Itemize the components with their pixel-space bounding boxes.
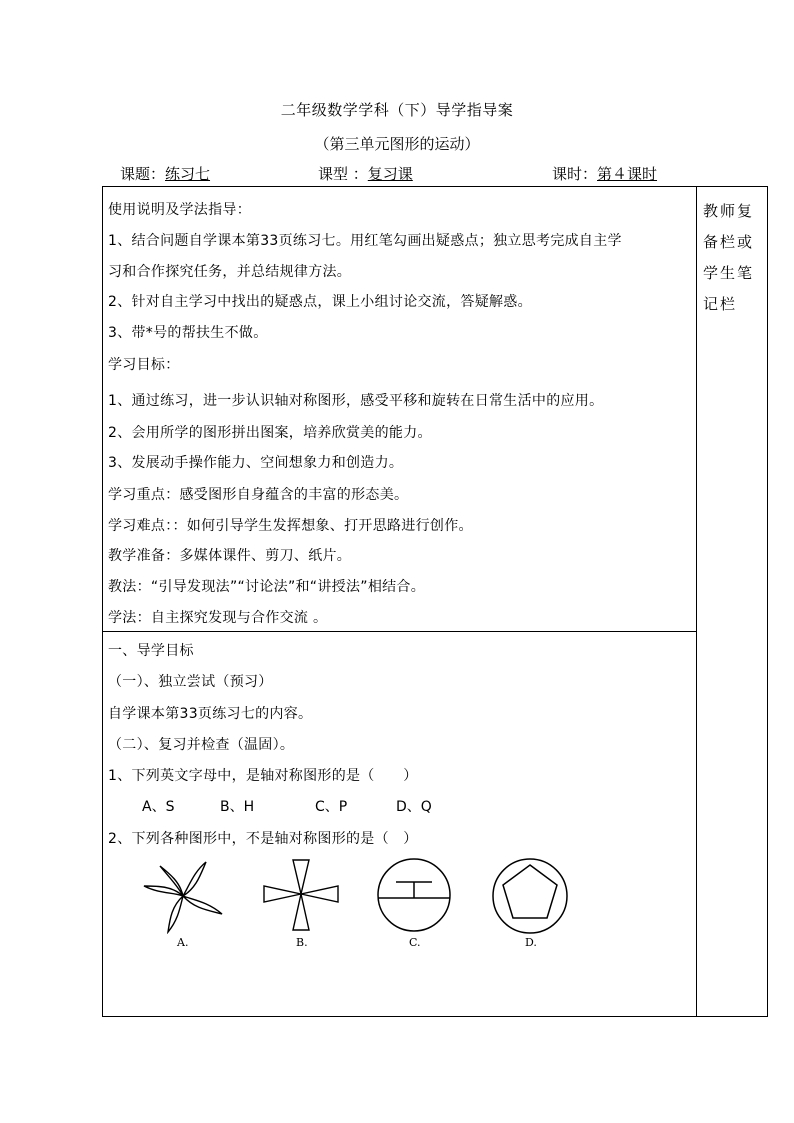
q1-option-d: D、Q bbox=[396, 799, 432, 815]
lesson-info-row bbox=[120, 163, 760, 185]
instruction-item-1b: 习和合作探究任务，并总结规律方法。 bbox=[108, 264, 352, 280]
question-2: 2、下列各种图形中，不是轴对称图形的是（ ） bbox=[108, 831, 418, 847]
circle-pentagon-figure bbox=[490, 856, 570, 936]
cross-triangles-figure bbox=[260, 856, 342, 934]
q1-option-b: B、H bbox=[220, 799, 255, 815]
table-row-divider bbox=[102, 631, 697, 632]
topic-field bbox=[120, 163, 237, 184]
instruction-item-2: 2、针对自主学习中找出的疑惑点，课上小组讨论交流，答疑解惑。 bbox=[108, 294, 532, 310]
key-point: 学习重点：感受图形自身蕴含的丰富的形态美。 bbox=[108, 487, 409, 503]
q1-option-a: A、S bbox=[142, 799, 175, 815]
figure-c-label: C. bbox=[409, 936, 421, 949]
pinwheel-figure bbox=[138, 856, 228, 934]
question-1: 1、下列英文字母中，是轴对称图形的是（ ） bbox=[108, 768, 418, 784]
period-field bbox=[552, 163, 673, 184]
guide-heading: 一、导学目标 bbox=[108, 643, 194, 659]
period-label: 课时： bbox=[552, 165, 598, 183]
instructions-heading: 使用说明及学法指导： bbox=[108, 202, 251, 218]
objective-item-3: 3、发展动手操作能力、空间想象力和创造力。 bbox=[108, 455, 404, 471]
circle-t-figure bbox=[374, 856, 454, 934]
difficulty-point: 学习难点：：如何引导学生发挥想象、打开思路进行创作。 bbox=[108, 518, 473, 534]
instruction-item-3: 3、带*号的帮扶生不做。 bbox=[108, 325, 268, 341]
topic-value: 练习七 bbox=[165, 165, 211, 183]
teaching-preparation: 教学准备：多媒体课件、剪刀、纸片。 bbox=[108, 548, 352, 564]
figure-d-label: D. bbox=[525, 936, 537, 949]
page-subtitle: （第三单元图形的运动） bbox=[314, 135, 480, 153]
page-title: 二年级数学学科（下）导学指导案 bbox=[280, 101, 514, 119]
objectives-heading: 学习目标： bbox=[108, 357, 180, 373]
type-label: 课型 ： bbox=[318, 165, 368, 183]
topic-label: 课题： bbox=[120, 165, 166, 183]
table-column-divider bbox=[696, 186, 697, 1017]
guide-part-1: （一）、独立尝试（预习） bbox=[108, 674, 273, 690]
teaching-method: 教法：“引导发现法”“讨论法”和“讲授法”相结合。 bbox=[108, 579, 426, 595]
instruction-item-1a: 1、结合问题自学课本第33页练习七。用红笔勾画出疑惑点；独立思考完成自主学 bbox=[108, 233, 622, 249]
type-field bbox=[318, 163, 434, 184]
figure-b-label: B. bbox=[296, 936, 308, 949]
learning-method: 学法：自主探究发现与合作交流 。 bbox=[108, 610, 328, 626]
notes-column-label: 教师复备栏或学生笔记栏 bbox=[703, 202, 755, 313]
period-value: 第４课时 bbox=[597, 165, 658, 183]
guide-part-1-text: 自学课本第33页练习七的内容。 bbox=[108, 706, 313, 722]
figure-a-label: A. bbox=[177, 936, 189, 949]
objective-item-1: 1、通过练习，进一步认识轴对称图形，感受平移和旋转在日常生活中的应用。 bbox=[108, 393, 604, 409]
guide-part-2: （二）、复习并检查（温固）。 bbox=[108, 737, 295, 753]
type-value: 复习课 bbox=[367, 165, 413, 183]
q1-option-c: C、P bbox=[315, 799, 348, 815]
objective-item-2: 2、会用所学的图形拼出图案，培养欣赏美的能力。 bbox=[108, 425, 432, 441]
